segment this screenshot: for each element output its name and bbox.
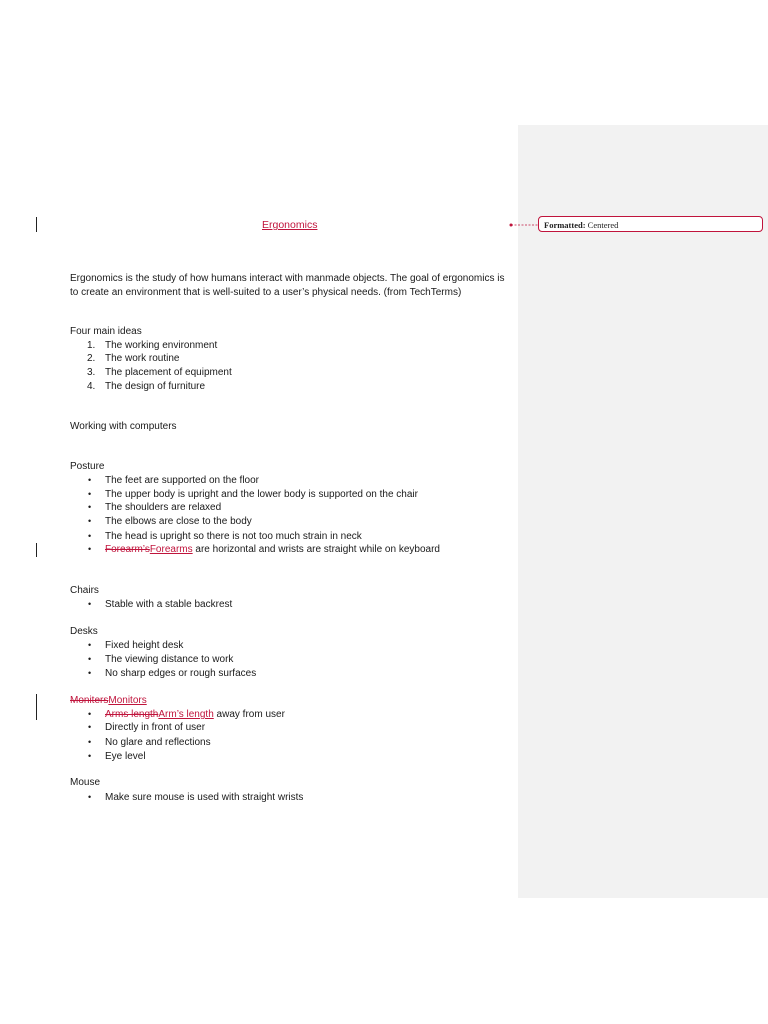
list-item[interactable]: The elbows are close to the body (105, 516, 252, 527)
bullet: • (88, 737, 92, 747)
posture-heading[interactable]: Posture (70, 461, 105, 472)
list-item[interactable]: Stable with a stable backrest (105, 599, 233, 610)
bullet: • (88, 792, 92, 802)
mouse-heading[interactable]: Mouse (70, 777, 101, 788)
inserted-text: Monitors (108, 695, 147, 706)
four-main-ideas-heading[interactable]: Four main ideas (70, 326, 142, 337)
list-item[interactable]: Directly in front of user (105, 722, 206, 733)
change-bar (36, 217, 37, 232)
list-item[interactable]: Eye level (105, 751, 146, 762)
list-item[interactable]: The working environment (105, 340, 218, 351)
list-item[interactable]: The feet are supported on the floor (105, 475, 259, 486)
bullet: • (88, 531, 92, 541)
monitors-heading[interactable] (70, 694, 147, 708)
bullet: • (88, 640, 92, 650)
deleted-text: Arms length (105, 709, 159, 720)
tracked-list-item[interactable] (105, 708, 285, 722)
list-item[interactable]: Make sure mouse is used with straight wrists (105, 792, 304, 803)
document-title[interactable]: Ergonomics (262, 219, 318, 231)
intro-paragraph[interactable]: Ergonomics is the study of how humans interact with manmade objects. The goal of ergonomics is to create an environment that is well-suited to a user’s physical needs. (from TechTerms) (70, 273, 505, 298)
bullet: • (88, 599, 92, 609)
deleted-text: Forearm’s (105, 544, 150, 555)
list-number: 1. (87, 340, 96, 351)
list-item[interactable]: The placement of equipment (105, 367, 232, 378)
list-number: 3. (87, 367, 96, 378)
change-bar (36, 543, 37, 557)
list-item[interactable]: The upper body is upright and the lower body is supported on the chair (105, 489, 418, 500)
change-bar (36, 694, 37, 720)
bullet: • (88, 475, 92, 485)
item-text: away from user (213, 709, 285, 720)
deleted-text: Moniters (70, 695, 109, 706)
list-item[interactable]: Fixed height desk (105, 640, 184, 651)
list-item[interactable]: No sharp edges or rough surfaces (105, 668, 257, 679)
bullet: • (88, 709, 92, 719)
bullet: • (88, 489, 92, 499)
bullet: • (88, 722, 92, 732)
list-item[interactable]: The viewing distance to work (105, 654, 234, 665)
comment-label: Formatted: (544, 220, 586, 230)
bullet: • (88, 516, 92, 526)
inserted-text: Arm’s length (158, 709, 214, 720)
comment-leader-line (508, 218, 540, 230)
markup-pane (518, 125, 768, 898)
chairs-heading[interactable]: Chairs (70, 585, 99, 596)
bullet: • (88, 502, 92, 512)
desks-heading[interactable]: Desks (70, 626, 98, 637)
bullet: • (88, 751, 92, 761)
format-comment-balloon[interactable] (538, 216, 763, 232)
comment-value: Centered (587, 220, 619, 230)
working-with-computers-heading[interactable]: Working with computers (70, 421, 177, 432)
list-number: 2. (87, 353, 96, 364)
list-item[interactable]: The head is upright so there is not too much strain in neck (105, 531, 362, 542)
list-item[interactable]: The work routine (105, 353, 180, 364)
list-item[interactable]: The design of furniture (105, 381, 206, 392)
list-number: 4. (87, 381, 96, 392)
inserted-text: Forearms (149, 544, 193, 555)
tracked-list-item[interactable] (105, 543, 440, 557)
item-text: are horizontal and wrists are straight while on keyboard (192, 544, 440, 555)
bullet: • (88, 654, 92, 664)
list-item[interactable]: The shoulders are relaxed (105, 502, 222, 513)
list-item[interactable]: No glare and reflections (105, 737, 211, 748)
bullet: • (88, 668, 92, 678)
bullet: • (88, 544, 92, 554)
